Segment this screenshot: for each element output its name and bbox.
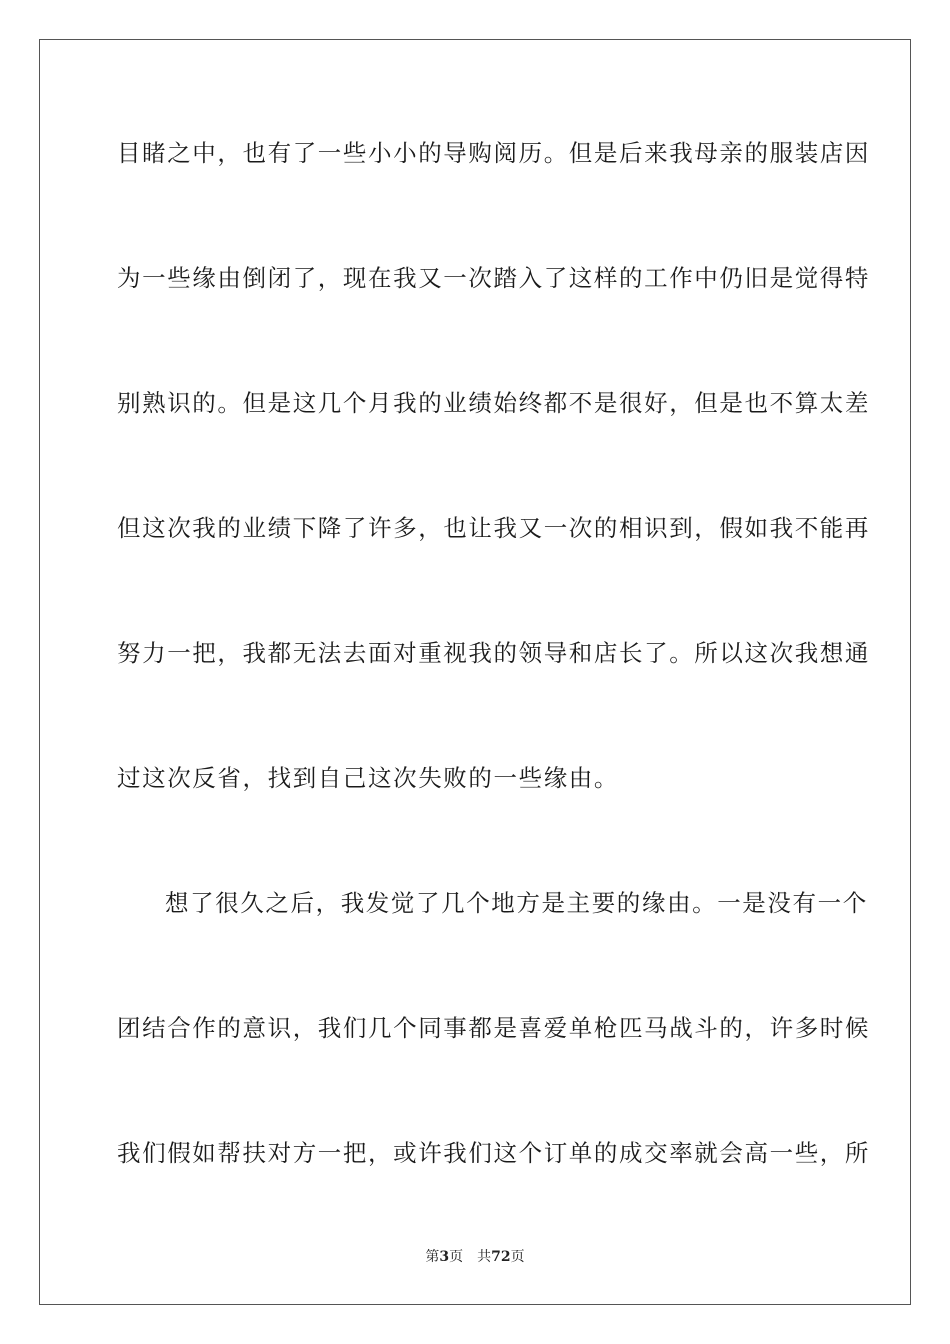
text-line-1: 目睹之中，也有了一些小小的导购阅历。但是后来我母亲的服装店因: [117, 139, 870, 167]
total-label-suffix: 页: [510, 1249, 525, 1265]
total-label-prefix: 共: [477, 1249, 492, 1265]
text-line-8: 团结合作的意识，我们几个同事都是喜爱单枪匹马战斗的，许多时候: [117, 1014, 870, 1042]
text-line-3: 别熟识的。但是这几个月我的业绩始终都不是很好，但是也不算太差: [117, 389, 870, 417]
text-line-6: 过这次反省，找到自己这次失败的一些缘由。: [117, 764, 619, 792]
page-frame: [39, 39, 911, 1305]
total-pages: 72: [491, 1249, 511, 1265]
text-line-5: 努力一把，我都无法去面对重视我的领导和店长了。所以这次我想通: [117, 639, 870, 667]
text-line-4: 但这次我的业绩下降了许多，也让我又一次的相识到，假如我不能再: [117, 514, 870, 542]
text-line-2: 为一些缘由倒闭了，现在我又一次踏入了这样的工作中仍旧是觉得特: [117, 264, 870, 292]
page-label-suffix: 页: [449, 1249, 464, 1265]
text-line-9: 我们假如帮扶对方一把，或许我们这个订单的成交率就会高一些，所: [117, 1139, 870, 1167]
page-label-prefix: 第: [425, 1249, 440, 1265]
text-line-7-paragraph-start: 想了很久之后，我发觉了几个地方是主要的缘由。一是没有一个: [165, 889, 868, 917]
page-footer: [0, 1248, 950, 1266]
page-number: 3: [439, 1249, 450, 1265]
